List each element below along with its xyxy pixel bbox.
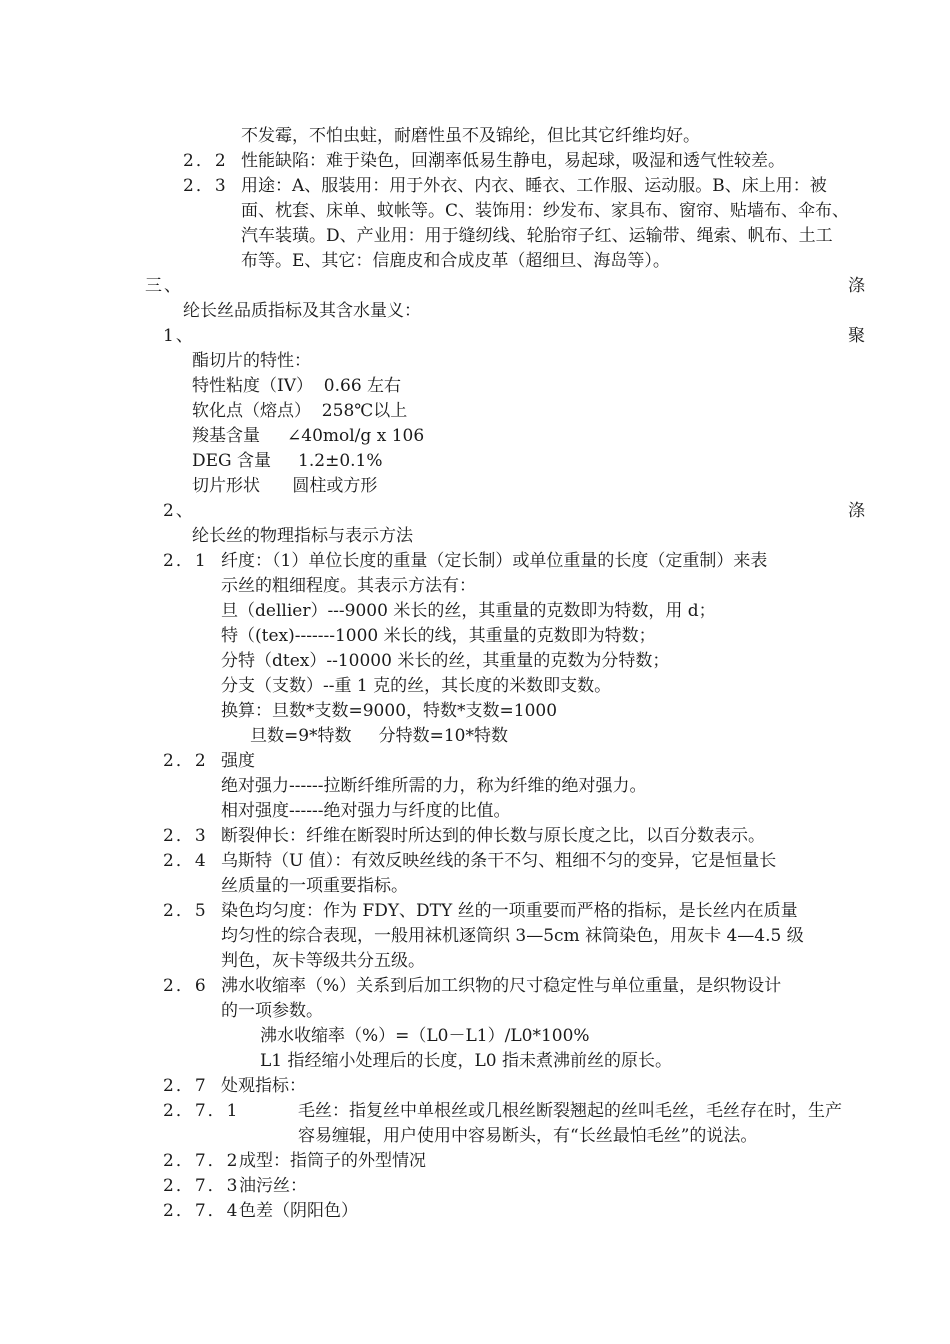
line-31: 染色均匀度：作为 FDY、DTY 丝的一项重要而严格的指标，是长丝内在质量 bbox=[221, 901, 798, 921]
line-3: 面、枕套、床单、蚊帐等。C、装饰用：纱发布、家具布、窗帘、贴墙布、伞布、 bbox=[241, 201, 850, 221]
line-26: 绝对强力------拉断纤维所需的力，称为纤维的绝对强力。 bbox=[221, 776, 647, 796]
line-40: 容易缠辊，用户使用中容易断头，有“长丝最怕毛丝”的说法。 bbox=[298, 1126, 758, 1146]
item-number: 2、 bbox=[163, 501, 195, 521]
item-number: 2．6 bbox=[163, 976, 208, 996]
item-number: 2．7．4 bbox=[163, 1201, 240, 1221]
line-24: 旦数=9*特数 分特数=10*特数 bbox=[250, 726, 508, 746]
line-5: 布等。E、其它：信鹿皮和合成皮革（超细旦、海岛等）。 bbox=[241, 251, 670, 271]
item-number: 2．2 bbox=[183, 151, 228, 171]
item-number: 2．1 bbox=[163, 551, 208, 571]
line-14: 切片形状 圆柱或方形 bbox=[192, 476, 378, 496]
line-20: 特（(tex)-------1000 米长的线，其重量的克数即为特数； bbox=[221, 626, 656, 646]
line-0: 不发霉，不怕虫蛀，耐磨性虽不及锦纶，但比其它纤维均好。 bbox=[241, 126, 700, 146]
line-21: 分特（dtex）--10000 米长的丝，其重量的克数为分特数； bbox=[221, 651, 670, 671]
item-number: 2．5 bbox=[163, 901, 208, 921]
line-25: 强度 bbox=[221, 751, 255, 771]
line-35: 的一项参数。 bbox=[221, 1001, 323, 1021]
line-13: DEG 含量 1.2±0.1% bbox=[192, 451, 383, 471]
line-1: 性能缺陷：难于染色，回潮率低易生静电，易起球，吸湿和透气性较差。 bbox=[241, 151, 785, 171]
section-number: 三、 bbox=[145, 276, 183, 296]
item-number: 2．7 bbox=[163, 1076, 208, 1096]
line-43: 色差（阴阳色） bbox=[239, 1201, 358, 1221]
line-2: 用途：A、服装用：用于外衣、内衣、睡衣、工作服、运动服。B、床上用：被 bbox=[241, 176, 827, 196]
line-29: 乌斯特（U 值）：有效反映丝线的条干不匀、粗细不匀的变异，它是恒量长 bbox=[221, 851, 777, 871]
line-39: 毛丝：指复丝中单根丝或几根丝断裂翘起的丝叫毛丝，毛丝存在时，生产 bbox=[298, 1101, 842, 1121]
line-30: 丝质量的一项重要指标。 bbox=[221, 876, 408, 896]
item-number: 2．4 bbox=[163, 851, 208, 871]
line-18: 示丝的粗细程度。其表示方法有： bbox=[221, 576, 476, 596]
subsection-heading: 纶长丝的物理指标与表示方法 bbox=[192, 526, 413, 546]
line-22: 分支（支数）--重 1 克的丝，其长度的米数即支数。 bbox=[221, 676, 612, 696]
subsection-heading: 酯切片的特性： bbox=[192, 351, 311, 371]
heading-first-char: 聚 bbox=[848, 326, 865, 346]
item-number: 2．7．2 bbox=[163, 1151, 240, 1171]
line-42: 油污丝： bbox=[239, 1176, 307, 1196]
heading-first-char: 涤 bbox=[848, 501, 865, 521]
line-17: 纤度：（1）单位长度的重量（定长制）或单位重量的长度（定重制）来表 bbox=[221, 551, 768, 571]
line-10: 特性粘度（IV） 0.66 左右 bbox=[192, 376, 402, 396]
line-32: 均匀性的综合表现，一般用袜机逐筒织 3—5cm 袜筒染色，用灰卡 4—4.5 级 bbox=[221, 926, 804, 946]
formula: 沸水收缩率（%）=（L0－L1）/L0*100% bbox=[260, 1026, 590, 1046]
item-number: 2．3 bbox=[163, 826, 208, 846]
item-number: 2．7．1 bbox=[163, 1101, 240, 1121]
line-37: L1 指经缩小处理后的长度，L0 指未煮沸前丝的原长。 bbox=[260, 1051, 673, 1071]
item-number: 2．2 bbox=[163, 751, 208, 771]
line-41: 成型：指筒子的外型情况 bbox=[239, 1151, 426, 1171]
line-11: 软化点（熔点） 258℃以上 bbox=[192, 401, 408, 421]
line-34: 沸水收缩率（%）关系到后加工织物的尺寸稳定性与单位重量，是织物设计 bbox=[221, 976, 782, 996]
line-33: 判色，灰卡等级共分五级。 bbox=[221, 951, 425, 971]
heading-first-char: 涤 bbox=[848, 276, 865, 296]
line-12: 羧基含量 ∠40mol/g x 106 bbox=[192, 426, 425, 446]
item-number: 1、 bbox=[163, 326, 195, 346]
line-4: 汽车装璜。D、产业用：用于缝纫线、轮胎帘子红、运输带、绳索、帆布、土工 bbox=[241, 226, 833, 246]
item-number: 2．3 bbox=[183, 176, 228, 196]
section-heading: 纶长丝品质指标及其含水量义： bbox=[183, 301, 421, 321]
line-38: 处观指标： bbox=[221, 1076, 306, 1096]
line-27: 相对强度------绝对强力与纤度的比值。 bbox=[221, 801, 511, 821]
line-28: 断裂伸长：纤维在断裂时所达到的伸长数与原长度之比，以百分数表示。 bbox=[221, 826, 765, 846]
line-23: 换算：旦数*支数=9000，特数*支数=1000 bbox=[221, 701, 558, 721]
line-19: 旦（dellier）---9000 米长的丝，其重量的克数即为特数，用 d； bbox=[221, 601, 716, 621]
item-number: 2．7．3 bbox=[163, 1176, 240, 1196]
